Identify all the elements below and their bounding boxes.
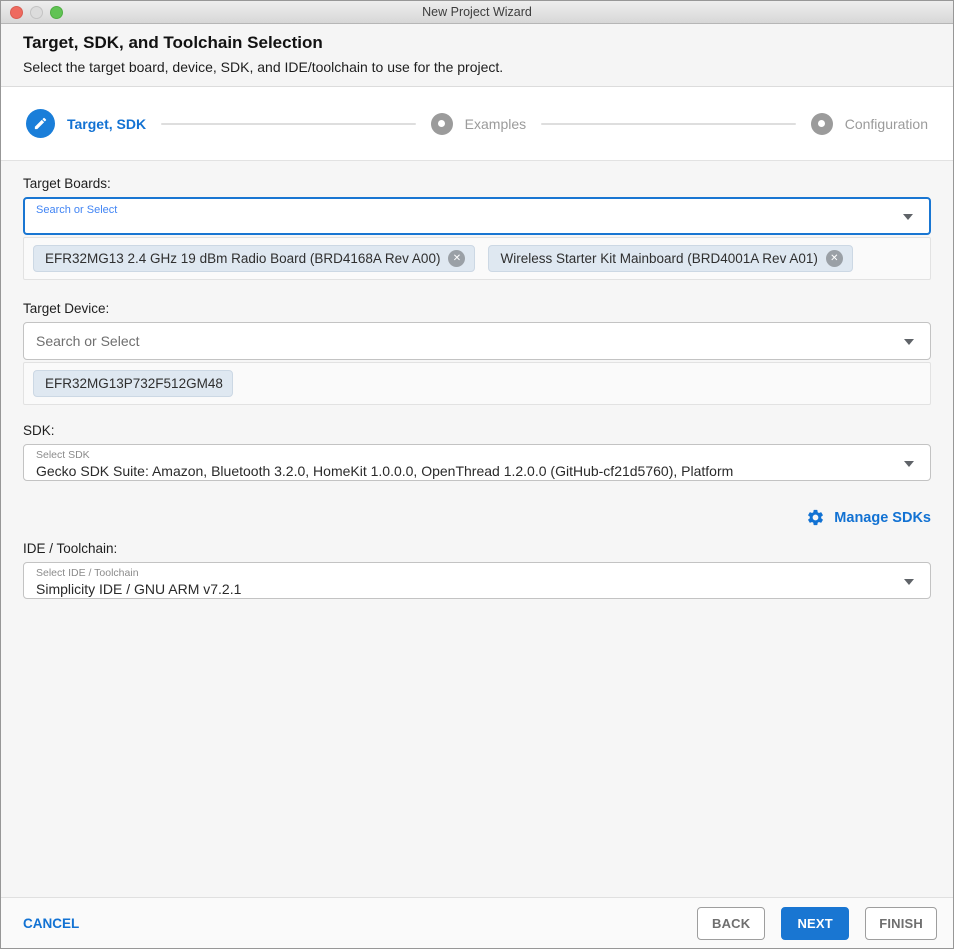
chevron-down-icon: [903, 214, 913, 220]
chip-label: Wireless Starter Kit Mainboard (BRD4001A Rev A01): [500, 251, 818, 266]
chip-remove-icon[interactable]: ✕: [448, 250, 465, 267]
cancel-button[interactable]: CANCEL: [23, 915, 80, 931]
stepper-connector: [541, 123, 796, 125]
sdk-combobox[interactable]: [23, 444, 931, 481]
target-device-combobox[interactable]: [23, 322, 931, 360]
window-title: New Project Wizard: [422, 5, 532, 19]
chip-label: EFR32MG13 2.4 GHz 19 dBm Radio Board (BRD4168A Rev A00): [45, 251, 441, 266]
target-boards-combobox[interactable]: [23, 197, 931, 235]
pencil-icon: [26, 109, 55, 138]
wizard-footer: [1, 897, 953, 948]
manage-sdks-link[interactable]: Manage SDKs: [834, 509, 931, 526]
wizard-content: [1, 161, 953, 897]
sdk-label: SDK:: [23, 423, 55, 438]
next-button[interactable]: NEXT: [781, 907, 849, 940]
step-examples[interactable]: [431, 113, 526, 135]
step-label: Configuration: [844, 115, 928, 132]
ide-toolchain-label: IDE / Toolchain:: [23, 541, 118, 556]
step-label: Target, SDK: [67, 115, 147, 132]
window-controls: [10, 6, 63, 19]
target-device-placeholder: Search or Select: [36, 333, 140, 349]
manage-sdks[interactable]: [23, 508, 931, 527]
zoom-button[interactable]: [50, 6, 63, 19]
minimize-button: [30, 6, 43, 19]
wizard-stepper: [1, 87, 953, 161]
dot-icon: [811, 113, 833, 135]
gear-icon: [806, 508, 825, 527]
ide-toolchain-combobox[interactable]: [23, 562, 931, 599]
dot-icon: [431, 113, 453, 135]
chevron-down-icon: [904, 579, 914, 585]
target-boards-label: Target Boards:: [23, 176, 111, 191]
target-boards-placeholder: Search or Select: [36, 204, 118, 216]
close-button[interactable]: [10, 6, 23, 19]
sdk-field-label: Select SDK: [36, 449, 90, 461]
step-configuration[interactable]: [811, 113, 928, 135]
target-device-label: Target Device:: [23, 301, 110, 316]
target-boards-chips: [23, 237, 931, 280]
chip: [33, 245, 475, 272]
page-subtitle: Select the target board, device, SDK, and IDE/toolchain to use for the project.: [23, 59, 504, 75]
target-device-chips: [23, 362, 931, 405]
chip-label: EFR32MG13P732F512GM48: [45, 376, 223, 391]
chip-remove-icon[interactable]: ✕: [826, 250, 843, 267]
wizard-header: [1, 24, 953, 87]
step-target-sdk[interactable]: [26, 109, 146, 138]
sdk-value: Gecko SDK Suite: Amazon, Bluetooth 3.2.0, HomeKit 1.0.0.0, OpenThread 1.2.0.0 (GitHub-cf21d5760), Platform: [36, 463, 734, 479]
chip: [488, 245, 852, 272]
chip: [33, 370, 233, 397]
page-title: Target, SDK, and Toolchain Selection: [23, 33, 323, 52]
titlebar: [1, 1, 953, 24]
ide-toolchain-field-label: Select IDE / Toolchain: [36, 567, 139, 579]
chevron-down-icon: [904, 339, 914, 345]
ide-toolchain-value: Simplicity IDE / GNU ARM v7.2.1: [36, 581, 242, 597]
back-button[interactable]: BACK: [697, 907, 765, 940]
finish-button[interactable]: FINISH: [865, 907, 937, 940]
step-label: Examples: [464, 115, 527, 132]
chevron-down-icon: [904, 461, 914, 467]
stepper-connector: [161, 123, 416, 125]
